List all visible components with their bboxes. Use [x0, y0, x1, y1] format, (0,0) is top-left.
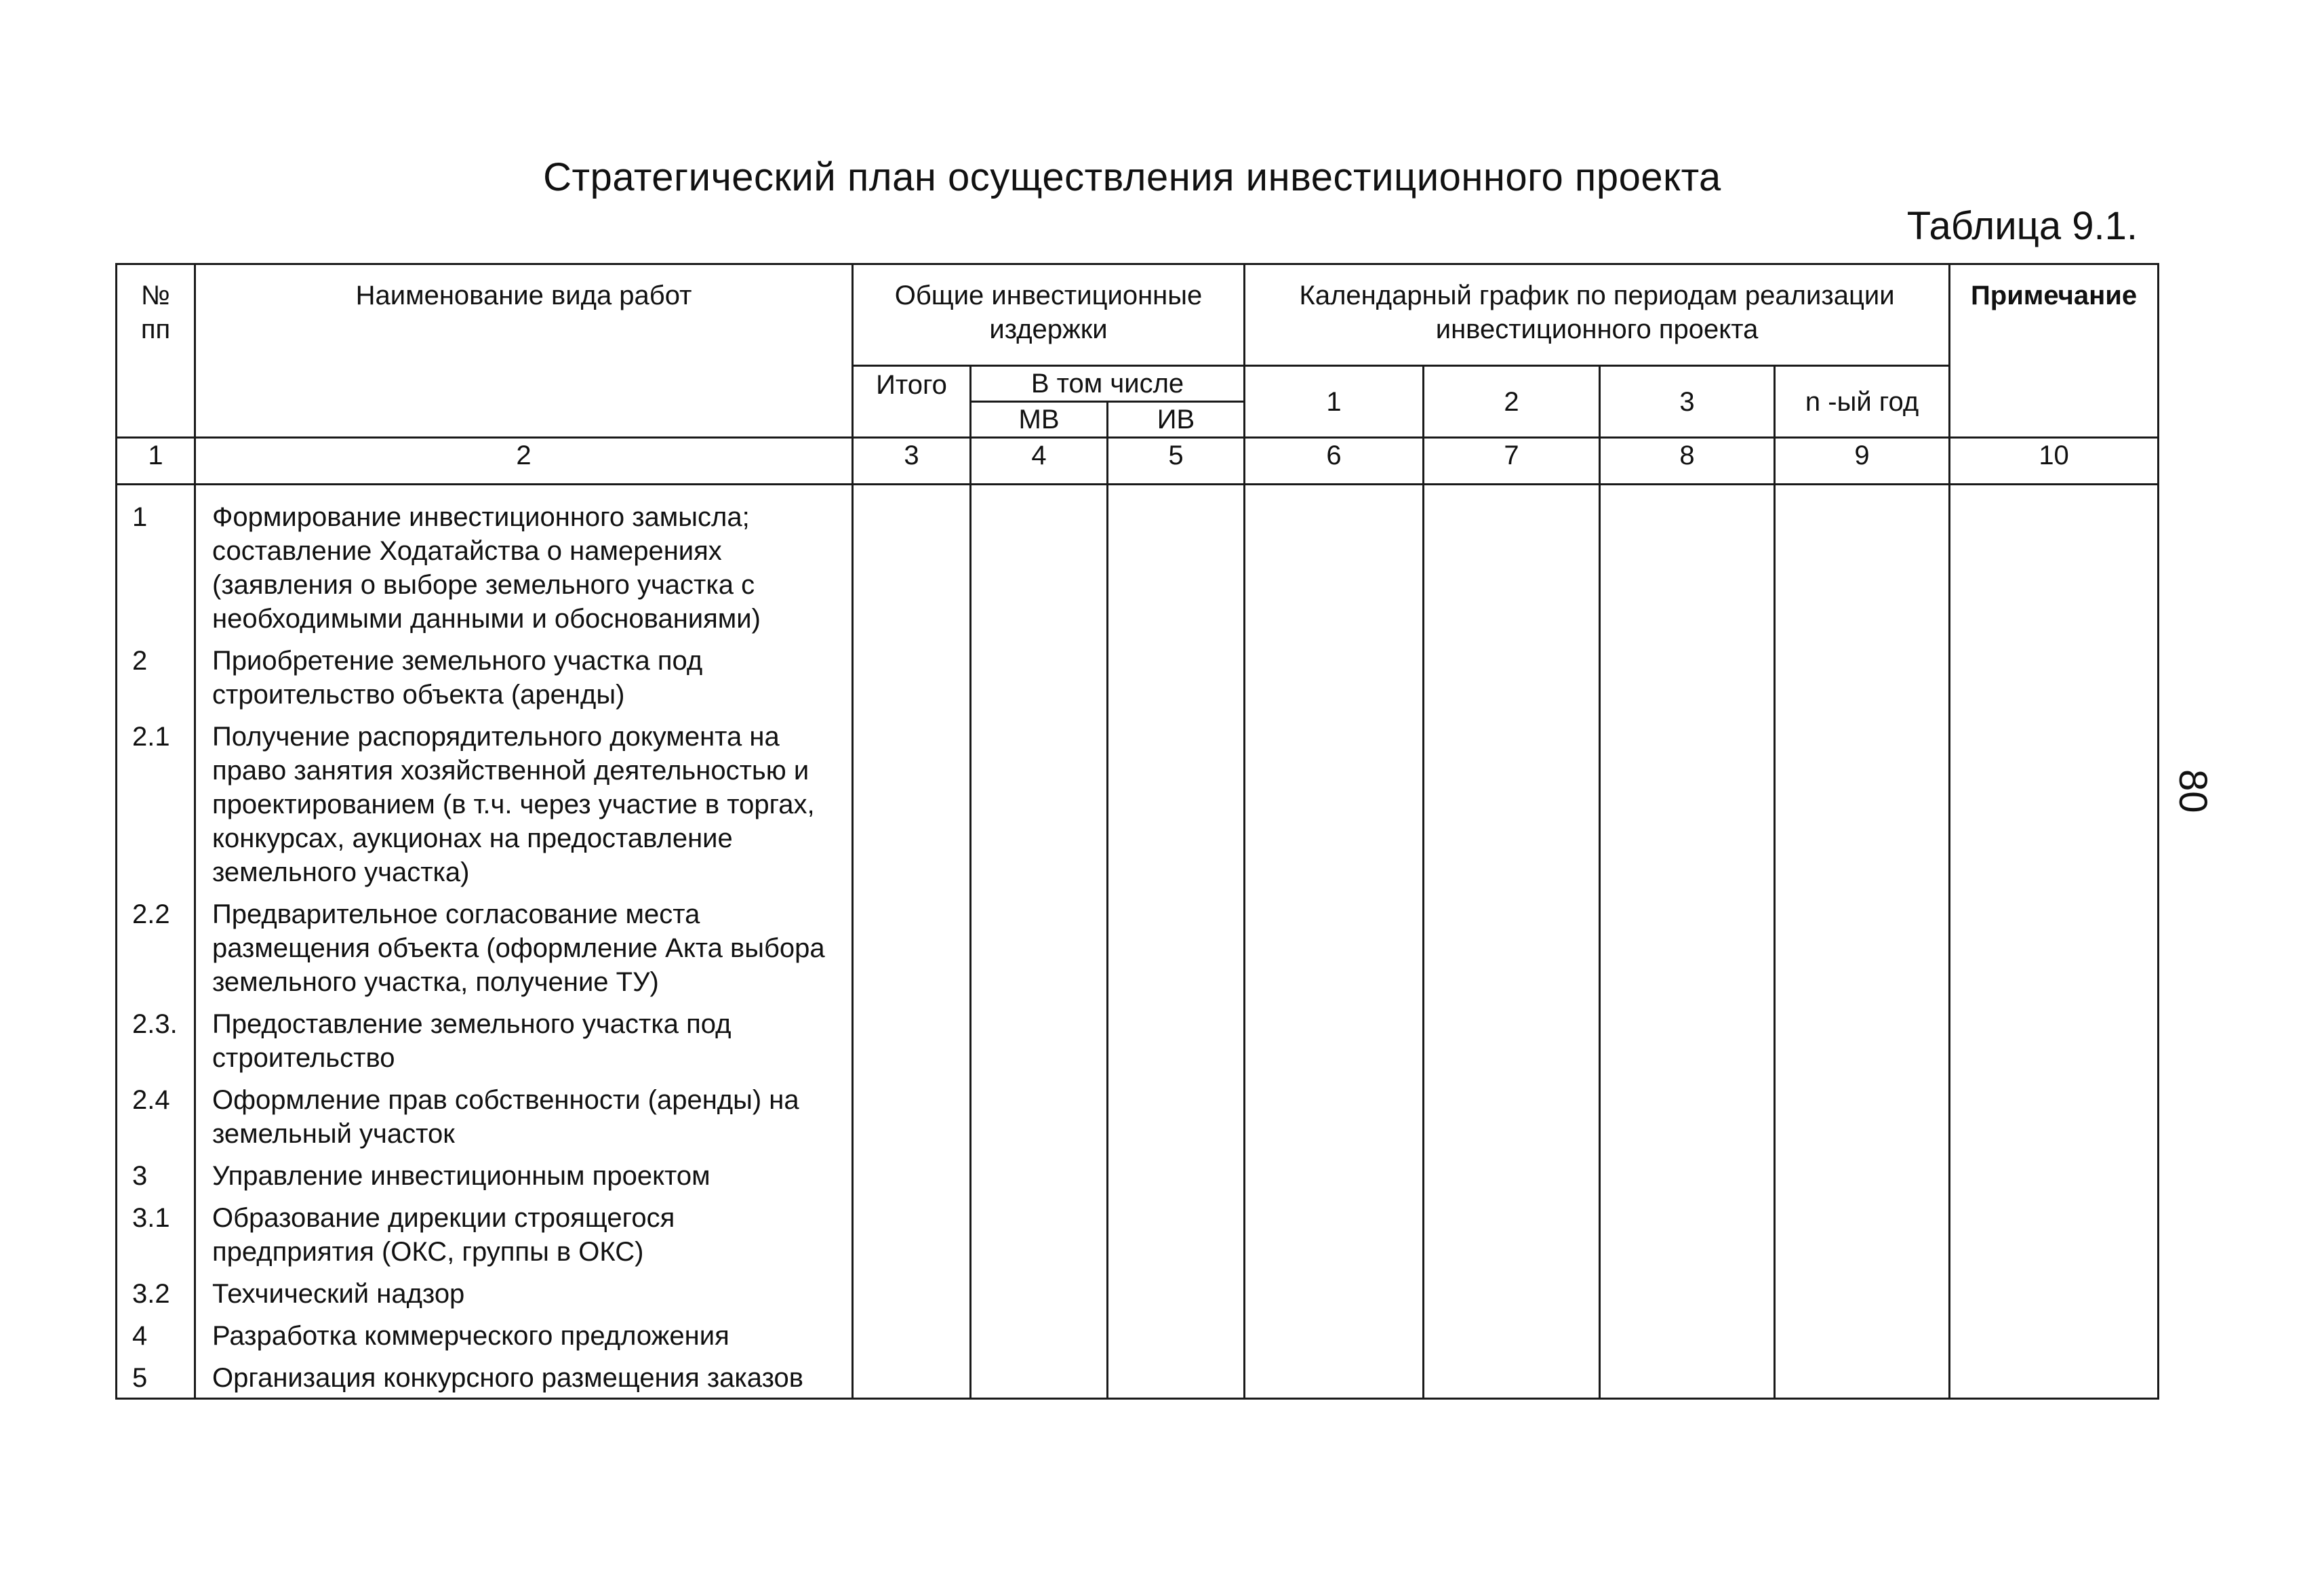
- table-row: [117, 892, 2159, 1002]
- empty-cell: [1245, 714, 1424, 892]
- empty-cell: [1245, 1002, 1424, 1078]
- header-total: Итого: [853, 366, 971, 438]
- empty-cell: [853, 1356, 971, 1399]
- empty-cell: [1775, 1314, 1950, 1356]
- empty-cell: [1245, 1314, 1424, 1356]
- empty-cell: [1600, 892, 1775, 1002]
- empty-cell: [971, 638, 1108, 714]
- header-period-n: n -ый год: [1775, 366, 1950, 438]
- table-row: [117, 1154, 2159, 1196]
- empty-cell: [1245, 638, 1424, 714]
- row-number: 2.2: [117, 892, 195, 1002]
- empty-cell: [1600, 1002, 1775, 1078]
- column-number: 7: [1424, 438, 1600, 485]
- row-number: 2.3.: [117, 1002, 195, 1078]
- column-number: 9: [1775, 438, 1950, 485]
- empty-cell: [1108, 1002, 1245, 1078]
- row-work-name: Предварительное согласование места размещения объекта (оформление Акта выбора земельного участка, получение ТУ): [195, 892, 853, 1002]
- empty-cell: [1424, 892, 1600, 1002]
- empty-cell: [1600, 1314, 1775, 1356]
- empty-cell: [1245, 1196, 1424, 1272]
- empty-cell: [1775, 1002, 1950, 1078]
- empty-cell: [1245, 1272, 1424, 1314]
- empty-cell: [1424, 714, 1600, 892]
- column-numbers-row: [117, 438, 2159, 485]
- row-number: 3.2: [117, 1272, 195, 1314]
- header-num: № пп: [117, 264, 195, 438]
- header-period-1: 1: [1245, 366, 1424, 438]
- empty-cell: [971, 892, 1108, 1002]
- empty-cell: [1600, 1272, 1775, 1314]
- row-work-name: Приобретение земельного участка под строительство объекта (аренды): [195, 638, 853, 714]
- empty-cell: [853, 1196, 971, 1272]
- table-row: [117, 1356, 2159, 1399]
- column-number: 10: [1950, 438, 2159, 485]
- empty-cell: [1775, 485, 1950, 639]
- empty-cell: [1245, 1356, 1424, 1399]
- document-title: Стратегический план осуществления инвестиционного проекта: [543, 155, 1721, 199]
- empty-cell: [1108, 1078, 1245, 1154]
- empty-cell: [853, 1078, 971, 1154]
- empty-cell: [1775, 892, 1950, 1002]
- empty-cell: [1600, 714, 1775, 892]
- table-row: [117, 638, 2159, 714]
- header-schedule: Календарный график по периодам реализации инвестиционного проекта: [1245, 264, 1950, 366]
- row-work-name: Формирование инвестиционного замысла; составление Ходатайства о намерениях (заявления о выборе земельного участка с необходимыми данными и обоснованиями): [195, 485, 853, 639]
- row-work-name: Организация конкурсного размещения заказов: [195, 1356, 853, 1399]
- row-work-name: Образование дирекции строящегося предприятия (ОКС, группы в ОКС): [195, 1196, 853, 1272]
- column-number: 4: [971, 438, 1108, 485]
- empty-cell: [1600, 1356, 1775, 1399]
- empty-cell: [1950, 1154, 2159, 1196]
- empty-cell: [1245, 1078, 1424, 1154]
- empty-cell: [1775, 1078, 1950, 1154]
- empty-cell: [1950, 1078, 2159, 1154]
- row-work-name: Оформление прав собственности (аренды) на земельный участок: [195, 1078, 853, 1154]
- table-row: [117, 714, 2159, 892]
- empty-cell: [1600, 1078, 1775, 1154]
- row-work-name: Техчический надзор: [195, 1272, 853, 1314]
- row-work-name: Получение распорядительного документа на право занятия хозяйственной деятельностью и проектированием (в т.ч. через участие в торгах, конкурсах, аукционах на предоставление земельного участка): [195, 714, 853, 892]
- empty-cell: [1950, 1314, 2159, 1356]
- empty-cell: [1424, 1196, 1600, 1272]
- row-number: 3.1: [117, 1196, 195, 1272]
- empty-cell: [971, 1356, 1108, 1399]
- page-number: 80: [2171, 769, 2215, 813]
- header-work-name: Наименование вида работ: [195, 264, 853, 438]
- row-number: 1: [117, 485, 195, 639]
- empty-cell: [1950, 638, 2159, 714]
- empty-cell: [853, 1314, 971, 1356]
- row-work-name: Предоставление земельного участка под строительство: [195, 1002, 853, 1078]
- column-number: 2: [195, 438, 853, 485]
- row-work-name: Разработка коммерческого предложения: [195, 1314, 853, 1356]
- empty-cell: [1950, 1356, 2159, 1399]
- empty-cell: [1108, 714, 1245, 892]
- empty-cell: [1424, 1356, 1600, 1399]
- empty-cell: [1424, 1272, 1600, 1314]
- table-row: [117, 1078, 2159, 1154]
- column-number: 8: [1600, 438, 1775, 485]
- empty-cell: [971, 485, 1108, 639]
- empty-cell: [1424, 1314, 1600, 1356]
- empty-cell: [1600, 638, 1775, 714]
- header-iv: ИВ: [1108, 402, 1245, 438]
- empty-cell: [853, 1272, 971, 1314]
- row-number: 2.1: [117, 714, 195, 892]
- empty-cell: [1600, 1154, 1775, 1196]
- header-note: Примечание: [1950, 264, 2159, 438]
- empty-cell: [1600, 1196, 1775, 1272]
- header-period-3: 3: [1600, 366, 1775, 438]
- empty-cell: [971, 1314, 1108, 1356]
- empty-cell: [1950, 1272, 2159, 1314]
- column-number: 3: [853, 438, 971, 485]
- empty-cell: [971, 1272, 1108, 1314]
- empty-cell: [1950, 1002, 2159, 1078]
- empty-cell: [853, 892, 971, 1002]
- empty-cell: [1950, 714, 2159, 892]
- row-work-name: Управление инвестиционным проектом: [195, 1154, 853, 1196]
- empty-cell: [1600, 485, 1775, 639]
- empty-cell: [853, 485, 971, 639]
- header-investment-costs: Общие инвестиционные издержки: [853, 264, 1245, 366]
- empty-cell: [971, 1078, 1108, 1154]
- empty-cell: [1424, 485, 1600, 639]
- empty-cell: [853, 1154, 971, 1196]
- header-period-2: 2: [1424, 366, 1600, 438]
- header-row-1: [117, 264, 2159, 366]
- empty-cell: [1775, 1272, 1950, 1314]
- empty-cell: [1950, 892, 2159, 1002]
- empty-cell: [1245, 1154, 1424, 1196]
- column-number: 6: [1245, 438, 1424, 485]
- row-number: 2: [117, 638, 195, 714]
- empty-cell: [1950, 485, 2159, 639]
- table-row: [117, 1272, 2159, 1314]
- table-row: [117, 1314, 2159, 1356]
- row-number: 3: [117, 1154, 195, 1196]
- table-label: Таблица 9.1.: [1906, 204, 2138, 248]
- empty-cell: [971, 1002, 1108, 1078]
- table-row: [117, 1002, 2159, 1078]
- empty-cell: [1775, 638, 1950, 714]
- empty-cell: [1108, 638, 1245, 714]
- table-row: [117, 485, 2159, 639]
- empty-cell: [1424, 638, 1600, 714]
- empty-cell: [1775, 1196, 1950, 1272]
- empty-cell: [1245, 892, 1424, 1002]
- empty-cell: [853, 638, 971, 714]
- strategic-plan-table: [115, 263, 2159, 1400]
- row-number: 4: [117, 1314, 195, 1356]
- empty-cell: [971, 714, 1108, 892]
- empty-cell: [1775, 1154, 1950, 1196]
- header-including: В том числе: [971, 366, 1245, 402]
- empty-cell: [1108, 1196, 1245, 1272]
- empty-cell: [853, 1002, 971, 1078]
- empty-cell: [1108, 1272, 1245, 1314]
- empty-cell: [1108, 1154, 1245, 1196]
- empty-cell: [1424, 1154, 1600, 1196]
- empty-cell: [1775, 1356, 1950, 1399]
- empty-cell: [1108, 892, 1245, 1002]
- row-number: 5: [117, 1356, 195, 1399]
- empty-cell: [1424, 1078, 1600, 1154]
- empty-cell: [971, 1154, 1108, 1196]
- table-row: [117, 1196, 2159, 1272]
- empty-cell: [853, 714, 971, 892]
- empty-cell: [971, 1196, 1108, 1272]
- empty-cell: [1108, 1356, 1245, 1399]
- empty-cell: [1775, 714, 1950, 892]
- empty-cell: [1108, 1314, 1245, 1356]
- empty-cell: [1424, 1002, 1600, 1078]
- empty-cell: [1245, 485, 1424, 639]
- column-number: 1: [117, 438, 195, 485]
- column-number: 5: [1108, 438, 1245, 485]
- row-number: 2.4: [117, 1078, 195, 1154]
- empty-cell: [1108, 485, 1245, 639]
- empty-cell: [1950, 1196, 2159, 1272]
- header-mv: МВ: [971, 402, 1108, 438]
